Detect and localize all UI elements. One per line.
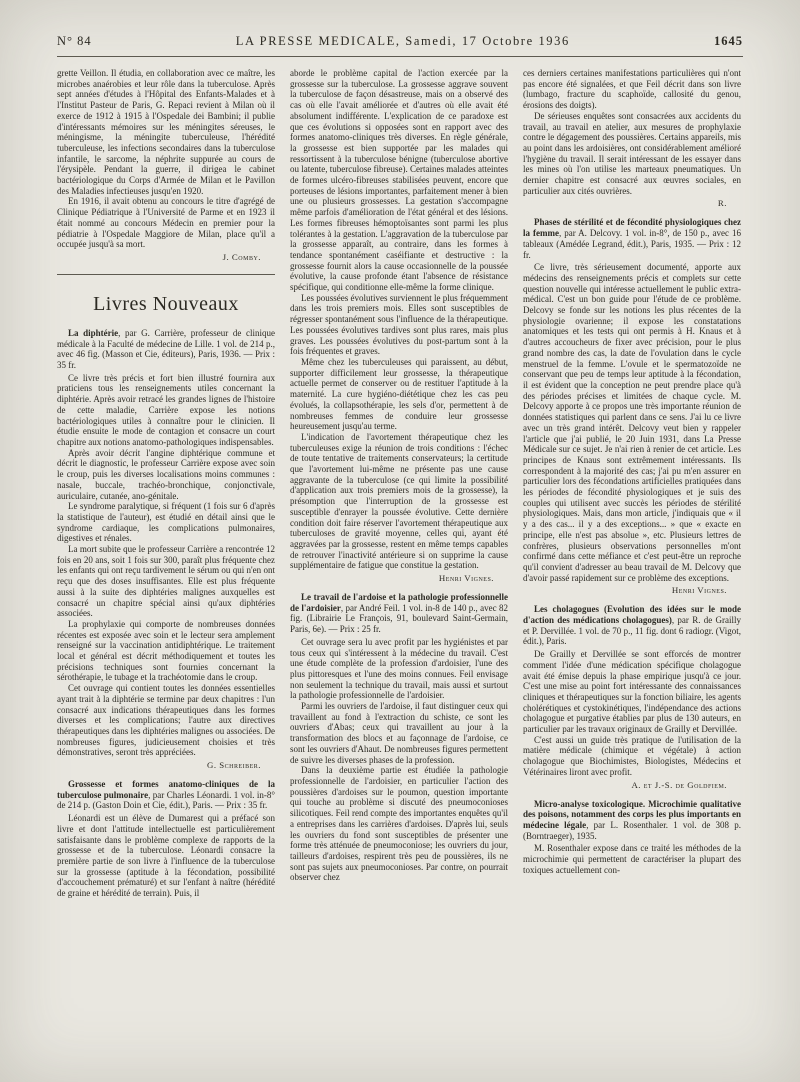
section-heading-block	[57, 274, 275, 316]
book-details: , par R. de Grailly et P. Dervillée. 1 vol. de 70 p., 11 fig. dont 6 radiogr. (Vigot, édit.), Paris.	[523, 615, 741, 647]
paragraph: Dans la deuxième partie est étudiée la pathologie professionnelle de l'ardoisier, en particulier l'action des poussières d'ardoises sur le poumon, question importante qui touche au problème si discuté des pneumoconioses silicotiques. Feil rend compte des importantes enquêtes qu'il a entreprises dans les carrières d'ardoises. D'après lui, seuls les ouvriers du fond sont susceptibles de présenter une forme très atténuée de pneumoconiose; les ouvriers du jour, tailleurs d'ardoises, respirent très peu de poussières, ils ne sont pas sujets aux pneumoconioses. Par contre, on pourrait observer chez	[290, 765, 508, 883]
paragraph: Ce livre très précis et fort bien illustré fournira aux praticiens tous les renseignements utiles concernant la diphtérie. Après avoir retracé les grandes lignes de l'histoire de cette maladie, Carrière expose les notions bactériologiques utiles à connaître pour le clinicien. Il étudie ensuite le mode de contagion et consacre un court chapitre aux notions anatomo-pathologiques indispensables.	[57, 372, 275, 447]
paragraph: Cet ouvrage sera lu avec profit par les hygiénistes et par tous ceux qui s'intéressent à la médecine du travail. C'est une étude complète de la profession d'ardoisier, l'une des plus pittoresques et l'une des moins connues. Feil envisage non seulement la technique du travail, mais aussi et surtout la pathologie professionnelle de l'ardoisier.	[290, 636, 508, 701]
column-1	[57, 68, 275, 1064]
book-title: Le travail de l'ardoise et la pathologie professionnelle de l'ardoisier	[290, 592, 508, 613]
book-review-heading-grossesse	[57, 779, 275, 811]
book-title: Phases de stérilité et de fécondité physiologiques chez la femme	[523, 217, 741, 239]
paragraph: De sérieuses enquêtes sont consacrées aux accidents du travail, au travail en atelier, aux mesures de prophylaxie contre le dégagement des poussières. Certains appareils, mis au point dans les ardoisières, ont considérablement amélioré l'hygiène du travail. Il serait intéressant de les essayer dans les mines où l'on utilise les marteaux pneumatiques. Un dernier chapitre est consacré aux œuvres sociales, en particulier aux cités ouvrières.	[523, 110, 741, 196]
book-title: Micro-analyse toxicologique. Microchimie qualitative des poisons, notamment des corps les plus importants en médecine légale	[523, 798, 741, 830]
book-title: La diphtérie	[68, 327, 119, 338]
paragraph: Après avoir décrit l'angine diphtérique commune et décrit le diagnostic, le professeur Carrière expose avec soin le croup, puis les diverses localisations moins communes : nasale, buccale, trachéo-bronchique, conjonctivale, auriculaire, cutanée, ano-génitale.	[57, 447, 275, 501]
book-title: Les cholagogues (Evolution des idées sur le mode d'action des médications cholagogues)	[523, 604, 741, 626]
book-review-heading-phases	[523, 217, 741, 260]
signature-comby: J. Comby.	[222, 251, 261, 262]
book-details: , par A. Delcovy. 1 vol. in-8°, de 150 p., avec 16 tableaux (Amédée Legrand, édit.), Paris, 1935. — Prix : 12 fr.	[523, 228, 741, 260]
column-2	[290, 68, 508, 1064]
section-title: Livres Nouveaux	[93, 292, 239, 315]
paragraph: L'indication de l'avortement thérapeutique chez les tuberculeuses exige la réunion de trois conditions : l'échec de toute tentative de traitements conservateurs; la certitude que l'avortement lui-même ne présente pas une cause aggravante de la tuberculose (ce qui limite la possibilité d'application aux trois premiers mois de la grossesse), la présomption que l'interruption de la grossesse est susceptible d'enrayer la poussée évolutive. Cette dernière condition doit faire réserver l'avortement thérapeutique aux tuberculoses de gravité moyenne, celles qui, ayant été aggravées par la grossesse, restent en même temps capables de retrouver l'inactivité antérieure si on supprime la cause supplémentaire de fatigue que constitue la gestation.	[290, 431, 508, 571]
book-review-heading-diphterie	[57, 328, 275, 371]
page-header	[57, 34, 743, 57]
book-review-heading-ardoise	[290, 592, 508, 635]
text-columns	[57, 68, 743, 1064]
column-3	[523, 68, 741, 1064]
signature-r: R.	[717, 198, 727, 209]
paragraph: De Grailly et Dervillée se sont efforcés de montrer comment l'idée d'une médication spécifique cholagogue avait été émise depuis la phase empirique jusqu'à ce jour. C'est une mise au point fort intéressante des connaissances cliniques et thérapeutiques sur la fonction biliaire, les agents cholérétiques et cystokinétiques, l'indépendance des actions cholagogue et purgative établies par plus de 130 auteurs, en particulier par les travaux originaux de Grailly et Dervillée.	[523, 649, 741, 735]
book-review-heading-microanalyse	[523, 799, 741, 842]
paragraph: La prophylaxie qui comporte de nombreuses données récentes est exposée avec soin et le lecteur sera amplement renseigné sur la vaccination antidiphtérique. Le traitement local et général est décrit méthodiquement et toutes les précisions techniques sont fournies concernant la sérothérapie, le tubage et la trachéotomie dans le croup.	[57, 618, 275, 683]
paragraph-obituary: En 1916, il avait obtenu au concours le titre d'agrégé de Clinique Pédiatrique à l'Université de Parme et en 1923 il était nommé au concours Médecin en premier pour la pédiatrie à l'Ospedale Maggiore de Milan, place qu'il a occupée jusqu'à sa mort.	[57, 196, 275, 250]
paragraph: Cet ouvrage qui contient toutes les données essentielles ayant trait à la diphtérie se termine par deux chapitres : l'un consacré aux indications thérapeutiques dans les formes diverses et les complications; l'autre aux directives thérapeutiques dans les diphtéries malignes ou associées. De nombreuses figures, judicieusement choisies et très démonstratives, seront très appréciées.	[57, 683, 275, 758]
paragraph-continuation: aborde le problème capital de l'action exercée par la grossesse sur la tuberculose. La grossesse aggrave souvent la tuberculose de façon désastreuse, mais on a observé des cas où elle l'avait améliorée et d'autres où elle avait été absolument indifférente. L'explication de ce paradoxe est que ces évolutions si opposées sont en rapport avec des formes anatomo-cliniques très diverses. En règle générale, la grossesse est bien supportée par les malades qui ressortissent à la tuberculose bénigne (tuberculose abortive ou latente, tuberculose fibreuse). Certaines malades atteintes de formes ulcéro-fibreuses stabilisées peuvent, encore que porteuses de lésions importantes, parfaitement mener à bien une ou plusieurs grossesses. La gestation s'accompagne même parfois d'amélioration de l'état général et des lésions. Les formes fibreuses hémoptoïsantes sont parmi les plus tolérantes à la gestation. L'aggravation de la tuberculose par la grossesse apparaît, au contraire, dans les formes à tendance spontanément caséifiante et destructive : la grossesse fournit alors la cause occasionnelle de la poussée évolutive, la cause profonde étant l'absence de résistance spécifique, qui conditionne elle-même la forme clinique.	[290, 68, 508, 293]
paragraph: Le syndrome paralytique, si fréquent (1 fois sur 6 d'après la statistique de l'auteur), est étudié en détail ainsi que le syndrome cardiaque, les complications pulmonaires, digestives et rénales.	[57, 501, 275, 544]
masthead: LA PRESSE MEDICALE, Samedi, 17 Octobre 1936	[235, 34, 570, 48]
book-details: , par Charles Léonardi. 1 vol. in-8° de 214 p. (Gaston Doin et Cie, édit.), Paris. — Prix : 35 fr.	[57, 789, 275, 811]
book-title: Grossesse et formes anatomo-cliniques de la tuberculose pulmonaire	[57, 779, 275, 800]
paragraph-continuation: ces derniers certaines manifestations particulières qui n'ont pas encore été signalées, et que Feil décrit dans son livre (lumbago, fracture du scaphoïde, callosité du genou, érosions des doigts).	[523, 68, 741, 111]
paragraph: Les poussées évolutives surviennent le plus fréquemment dans les trois premiers mois. Elles sont susceptibles de régresser spontanément sous l'influence de la thérapeutique. Les poussées évolutives tardives sont plus rares, mais plus graves. Les poussées évolutives du post-partum sont à la fois fréquentes et graves.	[290, 292, 508, 357]
paragraph: La mort subite que le professeur Carrière a rencontrée 12 fois en 20 ans, soit 1 fois sur 300, paraît plus fréquente chez les enfants qui ont reçu tardivement le sérum ou qui n'en ont reçu que des doses insuffisantes. Elle est plus fréquente aussi à la suite des diphtéries malignes auxquelles est consacré un chapitre spécial ainsi qu'aux diphtéries associées.	[57, 544, 275, 619]
paragraph: Léonardi est un élève de Dumarest qui a préfacé son livre et dont l'attitude intellectuelle est particulièrement satisfaisante dans le problème complexe de rapports de la grossesse et de la tuberculose. Léonardi consacre la première partie de son livre à l'influence de la tuberculose sur la grossesse (aptitude à la fécondation, possibilité d'accouchement prématuré) et sur l'enfant à naître (hérédité de graine et hérédité de terrain). Puis, il	[57, 813, 275, 899]
page-number: 1645	[713, 34, 743, 48]
book-details: , par G. Carrière, professeur de clinique médicale à la Faculté de médecine de Lille. 1 vol. de 214 p., avec 46 fig. (Masson et Cie, éditeurs), Paris, 1936. — Prix : 35 fr.	[57, 327, 275, 371]
paragraph: M. Rosenthaler expose dans ce traité les méthodes de la microchimie qui permettent de caractériser la plupart des toxiques actuellement con-	[523, 843, 741, 875]
paragraph-obituary-continuation: grette Veillon. Il étudia, en collaboration avec ce maître, les microbes anaérobies et leur rôle dans la tuberculose. Après sept années d'études à l'Hôpital des Enfants-Malades et à l'Institut Pasteur de Paris, G. Repaci revient à Milan où il exerce de 1912 à 1915 à l'Ospedale dei Bambini; il publie d'intéressants mémoires sur les méningites séreuses, le méningisme, la méningite tuberculeuse, l'hérédité tuberculeuse, les infections secondaires dans la tuberculose infantile, le sarcome, la néphrite suppurée au cours de l'érysipèle. Pendant la guerre, il dirigea le cabinet bactériologique du Corps d'Armée de Milan et le Pavillon des Maladies infectieuses jusqu'en 1920.	[57, 68, 275, 196]
paragraph: Ce livre, très sérieusement documenté, apporte aux médecins des renseignements précis et complets sur cette question nouvelle qui intéresse actuellement le public extra-médical. C'est un bon guide pour l'étude de ce problème. Delcovy se fonde sur les notions les plus récentes de la physiologie ovarienne; il expose les constatations anatomiques et les tests qui ont permis à H. Knaus et à d'autres accoucheurs de fixer avec précision, pour le plus grand nombre des cas, la date de l'ovulation dans le cycle menstruel de la femme. L'ovule et le spermatozoïde ne conservant que peu de temps leur aptitude à la fécondation, il est évident que la conception ne peut prendre place qu'à des périodes précises et limitées de chaque cycle. M. Delcovy apporte à ce propos une très importante réunion de données statistiques qui parlent dans ce sens. J'ai lu ce livre avec un très grand intérêt. Delcovy veut bien y rappeler l'article que j'ai publié, le 20 Juin 1931, dans La Presse Médicale sur ce sujet. Je n'ai rien à renier de cet article. Les principes de Knaus sont extrêmement intéressants. Ils correspondent à la majorité des cas; j'ai pu m'en assurer en particulier lors des fécondations artificielles pratiquées dans les périodes de fécondité physiologiques et je suis des couples qui utilisent avec succès les périodes de stérilité physiologiques. Mais, dans mon article, j'indiquais que « il y a des cas... il y a des exceptions... » que « exacte en principe, elle n'est pas absolue », etc. Plusieurs lettres de confrères, plusieurs observations personnelles m'ont confirmé dans cette méfiance et c'est peut-être un reproche qu'il convient d'adresser au beau travail de M. Delcovy que d'avoir passé rapidement sur ce problème des exceptions.	[523, 262, 741, 583]
book-details: , par L. Rosenthaler. 1 vol. de 308 p. (Borntraeger), 1935.	[523, 820, 741, 841]
signature-schreiber: G. Schreiber.	[206, 760, 261, 771]
signature-goldfiem: A. et J.-S. de Goldfiem.	[631, 779, 727, 790]
paragraph: C'est aussi un guide très pratique de l'utilisation de la matière médicale (chimique et végétale) à action cholagogue que Biochimistes, Biologistes, Médecins et Vétérinaires liront avec profit.	[523, 734, 741, 777]
book-details: , par André Feil. 1 vol. in-8 de 140 p., avec 82 fig. (Librairie Le François, 91, boulevard Saint-Germain, Paris, 6e). — Prix : 25 fr.	[290, 602, 508, 635]
paragraph: Même chez les tuberculeuses qui paraissent, au début, supporter difficilement leur grossesse, la thérapeutique actuelle permet de conserver ou de restituer l'aptitude à la maternité. La cure hygiéno-diététique chez les cas peu évolués, la collapsothérapie, les sels d'or, permettent à de nombreuses femmes de conduire leur grossesse heureusement jusqu'au terme.	[290, 356, 508, 432]
signature-vignes: Henri Vignes.	[438, 573, 494, 584]
signature-vignes: Henri Vignes.	[671, 585, 727, 596]
paragraph: Parmi les ouvriers de l'ardoise, il faut distinguer ceux qui travaillent au fond à l'extraction du schiste, ce sont les ouvriers d'Abas; ceux qui travaillent au jour à la transformation des blocs et au façonnage de l'ardoise, ce sont les ouvriers d'Ahaut. De nombreuses figures permettent de suivre les diverses phases de la profession.	[290, 701, 508, 765]
issue-number: N° 84	[57, 34, 92, 48]
book-review-heading-cholagogues	[523, 604, 741, 647]
